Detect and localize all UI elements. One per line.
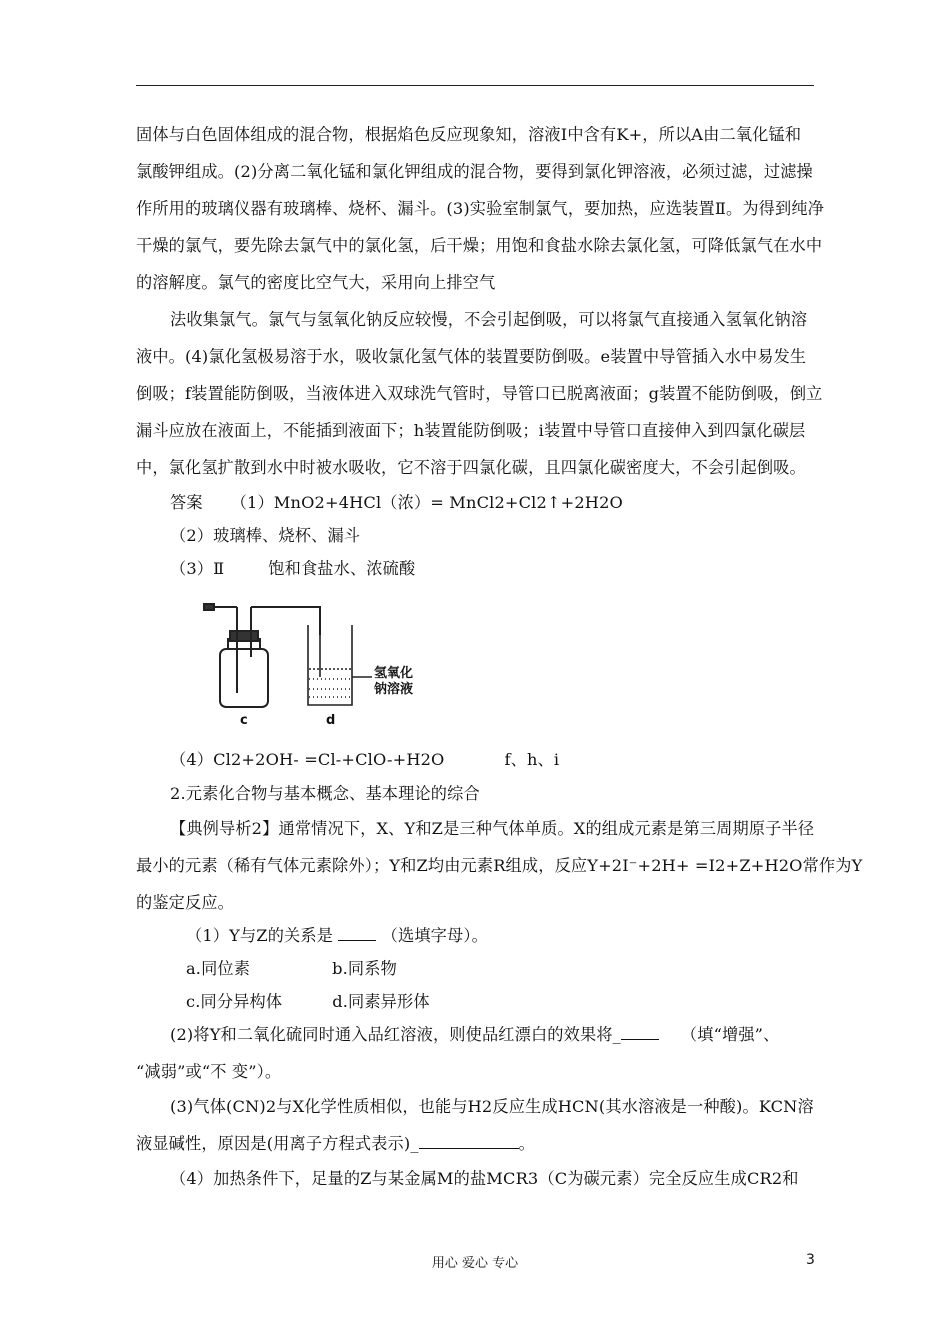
paragraph-line: 作所用的玻璃仪器有玻璃棒、烧杯、漏斗。(3)实验室制氯气，要加热，应选装置Ⅱ。为得到纯净 (136, 199, 825, 218)
question-3-line-2 (136, 1133, 816, 1155)
question-3-suffix: 。 (518, 1134, 535, 1153)
options-row-2 (186, 991, 866, 1013)
options-row-1 (186, 958, 866, 980)
header-rule (136, 85, 814, 86)
page-number: 3 (806, 1252, 815, 1268)
apparatus-figure (200, 597, 440, 727)
answer-line-3 (170, 558, 850, 580)
option-d: d.同素异形体 (332, 992, 430, 1011)
paragraph-line: 法收集氯气。氯气与氢氧化钠反应较慢，不会引起倒吸，可以将氯气直接通入氢氧化钠溶 (170, 310, 808, 329)
beaker-d (308, 625, 372, 705)
question-4-line-1: （4）加热条件下，足量的Z与某金属M的盐MCR3（C为碳元素）完全反应生成CR2和 (170, 1169, 799, 1188)
answer-blank-2[interactable] (621, 1025, 659, 1040)
paragraph-line: 固体与白色固体组成的混合物，根据焰色反应现象知，溶液Ⅰ中含有K+，所以A由二氧化锰和 (136, 125, 802, 144)
question-1 (186, 925, 866, 947)
paragraph-line: 中，氯化氢扩散到水中时被水吸收，它不溶于四氯化碳，且四氯化碳密度大，不会引起倒吸。 (136, 458, 806, 477)
answer-line-1 (170, 492, 850, 514)
section-heading: 2.元素化合物与基本概念、基本理论的综合 (170, 784, 480, 803)
solution-label-2: 钠溶液 (374, 682, 414, 697)
question-1-suffix: （选填字母）。 (381, 926, 488, 945)
answer-1: （1）MnO2+4HCl（浓）= MnCl2+Cl2↑+2H2O (230, 493, 623, 512)
example-line-2: 最小的元素（稀有气体元素除外）；Y和Z均由元素R组成，反应Y+2I⁻+2H+ =I2+Z+H2O常作为Y (136, 856, 863, 875)
answer-4-equation: （4）Cl2+2OH- =Cl-+ClO-+H2O (170, 750, 445, 769)
answer-line-4 (170, 749, 850, 771)
question-3-text: 液显碱性，原因是(用离子方程式表示)_ (136, 1134, 419, 1153)
answer-blank-3[interactable] (419, 1134, 519, 1149)
question-2-text: (2)将Y和二氧化硫同时通入品红溶液，则使品红漂白的效果将_ (170, 1025, 621, 1044)
option-a: a.同位素 (186, 959, 251, 978)
option-b: b.同系物 (332, 959, 397, 978)
paragraph-line: 漏斗应放在液面上，不能插到液面下；h装置能防倒吸；i装置中导管口直接伸入到四氯化碳层 (136, 421, 806, 440)
question-2-line-2: “减弱”或“不 变”）。 (136, 1062, 282, 1081)
paragraph-line: 氯酸钾组成。(2)分离二氧化锰和氯化钾组成的混合物，要得到氯化钾溶液，必须过滤，过滤操 (136, 162, 813, 181)
footer-text: 用心 爱心 专心 (431, 1256, 519, 1271)
question-2 (170, 1024, 850, 1046)
gas-bottle-c (204, 604, 320, 707)
answer-blank-1[interactable] (338, 926, 376, 941)
label-c: c (240, 713, 248, 727)
question-3-line-1: (3)气体(CN)2与X化学性质相似，也能与H2反应生成HCN(其水溶液是一种酸)。KCN溶 (170, 1097, 814, 1116)
answer-2: （2）玻璃棒、烧杯、漏斗 (170, 526, 361, 545)
question-2-suffix: （填“增强”、 (680, 1025, 780, 1044)
answer-label: 答案 (170, 493, 203, 512)
paragraph-line: 倒吸；f装置能防倒吸，当液体进入双球洗气管时，导管口已脱离液面；g装置不能防倒吸，倒立 (136, 384, 823, 403)
answer-3-num: （3）Ⅱ (170, 559, 225, 578)
label-d: d (326, 713, 336, 727)
paragraph-line: 液中。(4)氯化氢极易溶于水，吸收氯化氢气体的装置要防倒吸。e装置中导管插入水中易发生 (136, 347, 807, 366)
paragraph-line: 的溶解度。氯气的密度比空气大，采用向上排空气 (136, 273, 496, 292)
answer-4-options: f、h、i (504, 750, 560, 769)
option-c: c.同分异构体 (186, 992, 283, 1011)
question-1-text: （1）Y与Z的关系是 (186, 926, 334, 945)
solution-label-1: 氢氧化 (374, 666, 414, 681)
paragraph-line: 干燥的氯气，要先除去氯气中的氯化氢，后干燥；用饱和食盐水除去氯化氢，可降低氯气在水中 (136, 236, 823, 255)
answer-3-text: 饱和食盐水、浓硫酸 (268, 559, 416, 578)
example-line-1: 【典例导析2】通常情况下，X、Y和Z是三种气体单质。X的组成元素是第三周期原子半径 (170, 819, 815, 838)
example-line-3: 的鉴定反应。 (136, 893, 235, 912)
